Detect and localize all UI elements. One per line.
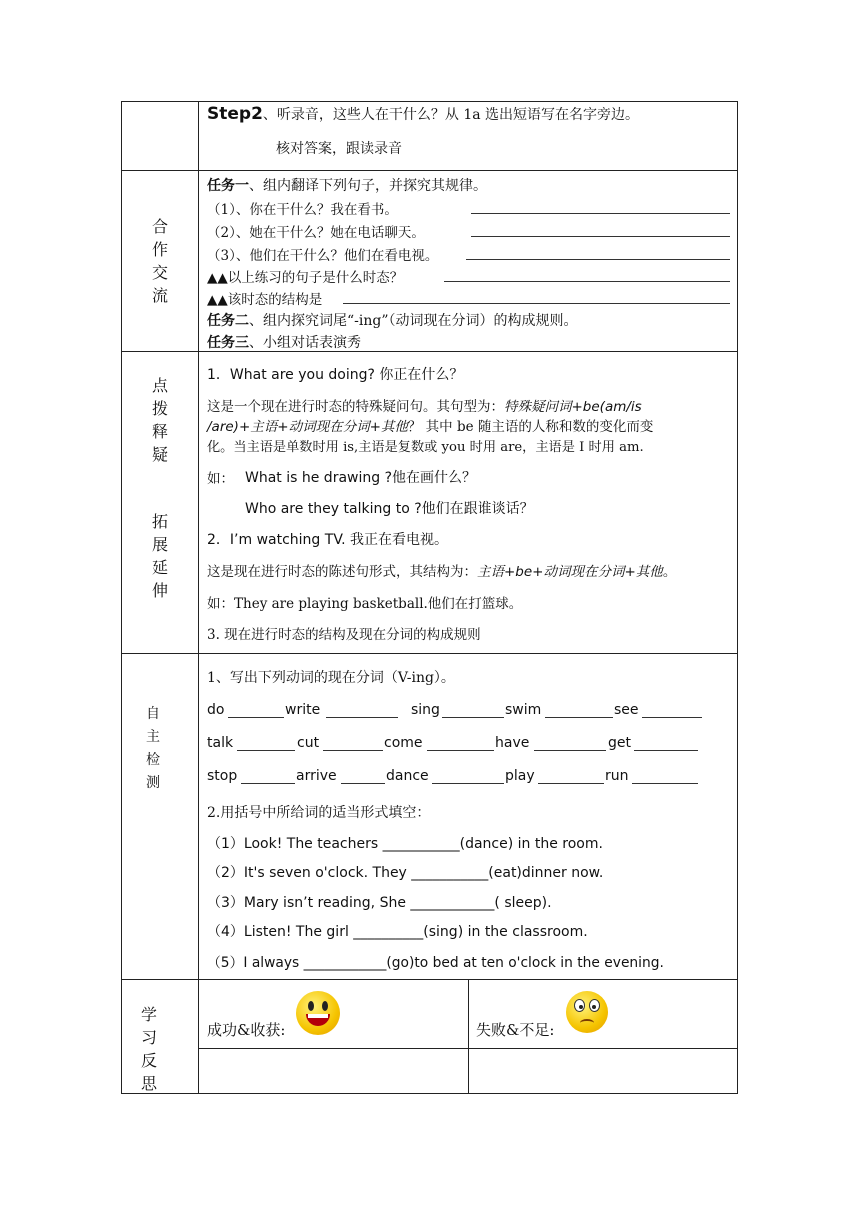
verb-swim: swim	[505, 702, 542, 718]
label-char: 点	[151, 376, 168, 395]
task3-title: 任务三	[207, 335, 249, 351]
label-char: 测	[146, 775, 160, 791]
section-label-tuozhan	[150, 510, 170, 602]
verb-blank[interactable]	[341, 783, 385, 784]
label-char: 拓	[151, 512, 168, 531]
verb-blank[interactable]	[228, 717, 284, 718]
question-4: ▲▲以上练习的句子是什么时态？	[207, 270, 404, 286]
label-char: 释	[151, 422, 168, 441]
label-char: 展	[151, 535, 168, 554]
verb-dance: dance	[386, 768, 429, 784]
fail-label: 失败&不足:	[476, 1021, 555, 1039]
verb-blank[interactable]	[538, 783, 604, 784]
verb-cut: cut	[297, 735, 320, 751]
table-column-divider	[198, 101, 199, 1094]
label-char: 延	[151, 558, 168, 577]
verb-blank[interactable]	[642, 717, 702, 718]
task1-line	[207, 175, 487, 195]
answer-blank[interactable]	[471, 213, 730, 214]
label-char: 伸	[151, 581, 168, 600]
pattern-text: 主语+be+动词现在分词+其他	[477, 564, 663, 580]
row-divider	[121, 653, 738, 654]
table-border-left	[121, 101, 122, 1094]
verb-talk: talk	[207, 735, 234, 751]
point-1-explain-line2	[207, 415, 653, 435]
question-5: ▲▲该时态的结构是	[207, 292, 323, 308]
sentence-5: （5）I always ____________(go)to bed at ten o'clock in the evening.	[207, 955, 664, 971]
verb-blank[interactable]	[545, 717, 613, 718]
point-1-explain-line3: 化。当主语是单数时用 is,主语是复数或 you 时用 are，主语是 I 时用 am.	[207, 440, 644, 455]
explain-text: 。	[662, 564, 677, 580]
row-divider	[121, 979, 738, 980]
verb-blank[interactable]	[634, 750, 698, 751]
question-2: （2）、她在干什么？她在电话聊天。	[207, 225, 425, 241]
section-label-dianbo	[150, 374, 170, 466]
label-char: 流	[151, 286, 168, 305]
answer-blank[interactable]	[471, 236, 730, 237]
pattern-text: 特殊疑问词+be(am/is	[504, 399, 642, 415]
table-border-bottom	[121, 1093, 738, 1094]
answer-blank[interactable]	[343, 303, 730, 304]
label-char: 学	[140, 1005, 157, 1024]
label-char: 习	[140, 1028, 157, 1047]
verb-blank[interactable]	[432, 783, 504, 784]
question-1: （1）、你在干什么？我在看书。	[207, 202, 398, 218]
label-char: 反	[140, 1051, 157, 1070]
verb-blank[interactable]	[534, 750, 606, 751]
question-3: （3）、他们在干什么？他们在看电视。	[207, 248, 439, 264]
label-char: 交	[151, 263, 168, 282]
task1-text: 、组内翻译下列句子，并探究其规律。	[249, 178, 487, 194]
sentence-3: （3）Mary isn’t reading, She ____________( sleep).	[207, 895, 552, 911]
label-char: 思	[140, 1074, 157, 1093]
example-2: Who are they talking to ?他们在跟谁谈话？	[245, 501, 534, 517]
section-label-hezuo	[150, 215, 170, 307]
section-label-fansi	[139, 1003, 159, 1095]
verb-blank[interactable]	[442, 717, 504, 718]
point-2: 2．I’m watching TV. 我正在看电视。	[207, 532, 448, 548]
example-label: 如：	[207, 471, 234, 487]
verb-write: write	[285, 702, 321, 718]
step2-heading: Step2	[207, 104, 263, 124]
verb-blank[interactable]	[237, 750, 295, 751]
verb-see: see	[614, 702, 639, 718]
table-border-top	[121, 101, 738, 102]
verb-come: come	[384, 735, 423, 751]
reflection-row-divider	[198, 1048, 738, 1049]
step2-line	[207, 104, 639, 124]
verb-have: have	[495, 735, 530, 751]
explain-text: 这是现在进行时态的陈述句形式，其结构为：	[207, 564, 477, 580]
task2-title: 任务二	[207, 313, 249, 329]
example-1: What is he drawing ?他在画什么？	[245, 470, 477, 486]
sentence-4: （4）Listen! The girl __________(sing) in the classroom.	[207, 924, 588, 940]
verb-blank[interactable]	[632, 783, 698, 784]
row-divider	[121, 170, 738, 171]
example-3: 如：They are playing basketball.他们在打篮球。	[207, 596, 523, 612]
exercise-1-heading: 1、写出下列动词的现在分词（V-ing）。	[207, 670, 455, 686]
label-char: 拨	[151, 399, 168, 418]
reflection-column-divider	[468, 979, 469, 1094]
point-2-explain	[207, 560, 676, 580]
answer-blank[interactable]	[444, 281, 730, 282]
verb-get: get	[608, 735, 631, 751]
task1-title: 任务一	[207, 178, 249, 194]
step2-text: 、听录音，这些人在干什么？从 1a 选出短语写在名字旁边。	[262, 107, 640, 123]
explain-text: 这是一个现在进行时态的特殊疑问句。其句型为：	[207, 399, 504, 415]
sentence-2: （2）It's seven o'clock. They ___________(eat)dinner now.	[207, 865, 604, 881]
label-char: 主	[146, 729, 160, 745]
answer-blank[interactable]	[466, 259, 730, 260]
task2-text: 、组内探究词尾“-ing”（动词现在分词）的构成规则。	[249, 313, 578, 329]
success-label: 成功&收获:	[207, 1021, 286, 1039]
exercise-2-heading: 2.用括号中所给词的适当形式填空：	[207, 805, 431, 821]
verb-sing: sing	[411, 702, 440, 718]
verb-blank[interactable]	[241, 783, 295, 784]
verb-stop: stop	[207, 768, 238, 784]
point-3: 3. 现在进行时态的结构及现在分词的构成规则	[207, 627, 481, 643]
verb-blank[interactable]	[323, 750, 383, 751]
verb-do: do	[207, 702, 225, 718]
task3-text: 、小组对话表演秀	[249, 335, 361, 351]
label-char: 作	[151, 240, 168, 259]
task3-line	[207, 332, 361, 352]
step2-subtext: 核对答案，跟读录音	[276, 141, 402, 157]
label-char: 自	[146, 706, 160, 722]
section-label-zizhu	[143, 703, 163, 795]
worried-face-icon	[566, 991, 608, 1033]
verb-blank[interactable]	[326, 717, 398, 718]
happy-face-icon	[296, 991, 340, 1035]
verb-blank[interactable]	[427, 750, 494, 751]
table-border-right	[737, 101, 738, 1094]
pattern-text: /are)+主语+动词现在分词+其他	[207, 419, 408, 435]
label-char: 检	[146, 752, 160, 768]
verb-arrive: arrive	[296, 768, 337, 784]
sentence-1: （1）Look! The teachers ___________(dance) in the room.	[207, 836, 603, 852]
explain-text: ？ 其中 be 随主语的人称和数的变化而变	[407, 419, 654, 435]
verb-run: run	[605, 768, 629, 784]
task2-line	[207, 310, 578, 330]
label-char: 合	[151, 217, 168, 236]
point-1-explain-line1	[207, 395, 642, 415]
label-char: 疑	[151, 445, 168, 464]
verb-play: play	[505, 768, 535, 784]
point-1: 1．What are you doing? 你正在什么？	[207, 367, 464, 383]
